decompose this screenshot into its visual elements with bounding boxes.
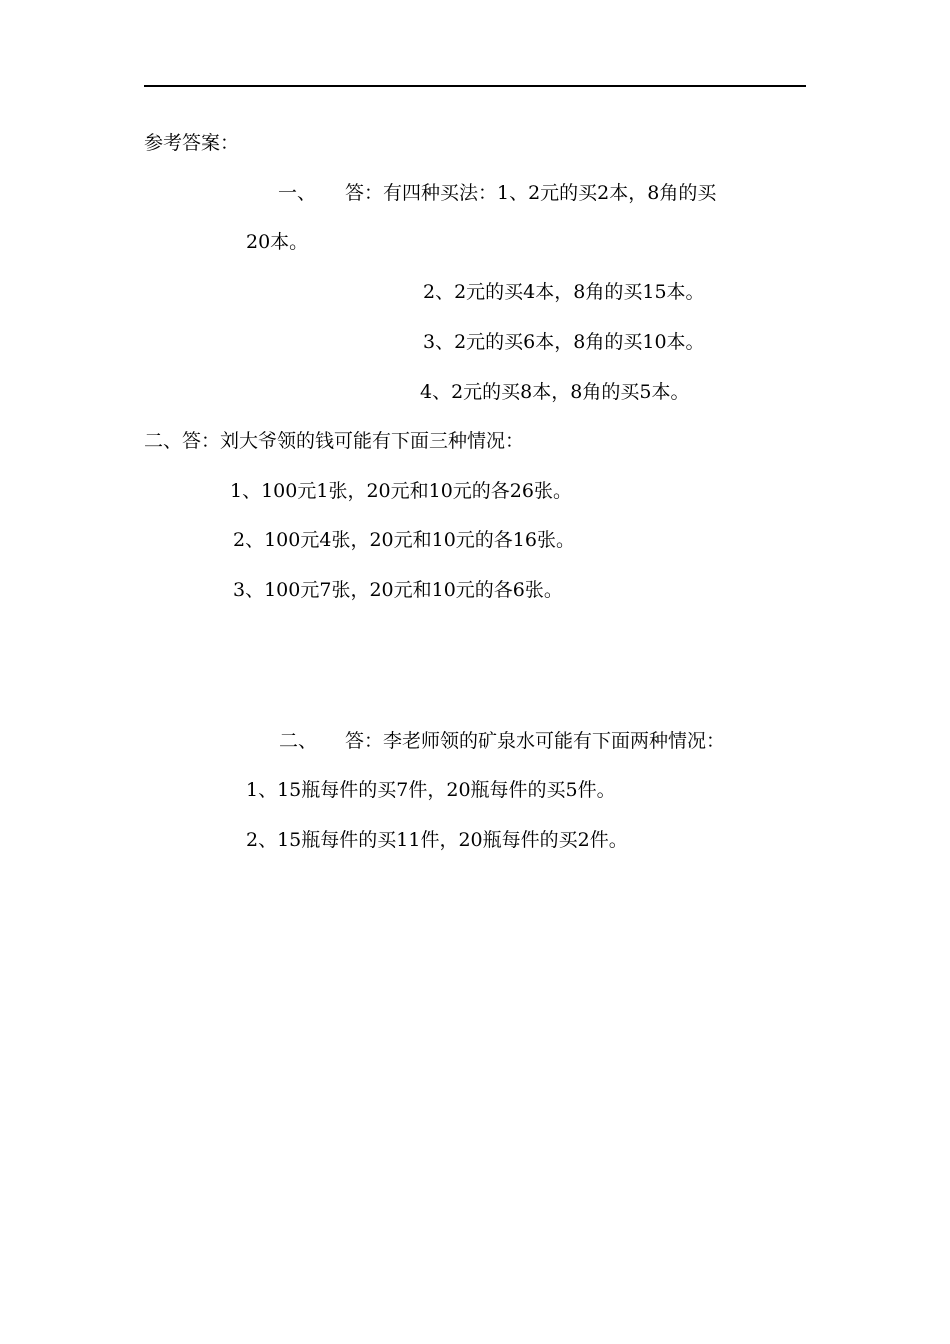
section1-item-4: 4、2元的买8本，8角的买5本。	[420, 381, 690, 403]
header-rule	[144, 85, 806, 87]
section3-item-1: 1、15瓶每件的买7件，20瓶每件的买5件。	[246, 779, 616, 801]
section1-item-3: 3、2元的买6本，8角的买10本。	[423, 331, 705, 353]
section1-intro-cont: 20本。	[246, 231, 309, 253]
section2-item-3: 3、100元7张，20元和10元的各6张。	[233, 579, 563, 601]
section2-item-1: 1、100元1张，20元和10元的各26张。	[230, 480, 572, 502]
section2-item-2: 2、100元4张，20元和10元的各16张。	[233, 529, 575, 551]
section3-item-2: 2、15瓶每件的买11件，20瓶每件的买2件。	[246, 829, 628, 851]
section1-number: 一、	[278, 182, 317, 204]
section3-number: 二、	[279, 730, 318, 752]
section1-item-2: 2、2元的买4本，8角的买15本。	[423, 281, 705, 303]
section3-intro: 答：李老师领的矿泉水可能有下面两种情况：	[345, 730, 726, 752]
answer-heading: 参考答案：	[144, 132, 240, 154]
section1-intro: 答：有四种买法：1、2元的买2本，8角的买	[345, 182, 717, 204]
section2-intro: 二、答：刘大爷领的钱可能有下面三种情况：	[144, 430, 525, 452]
